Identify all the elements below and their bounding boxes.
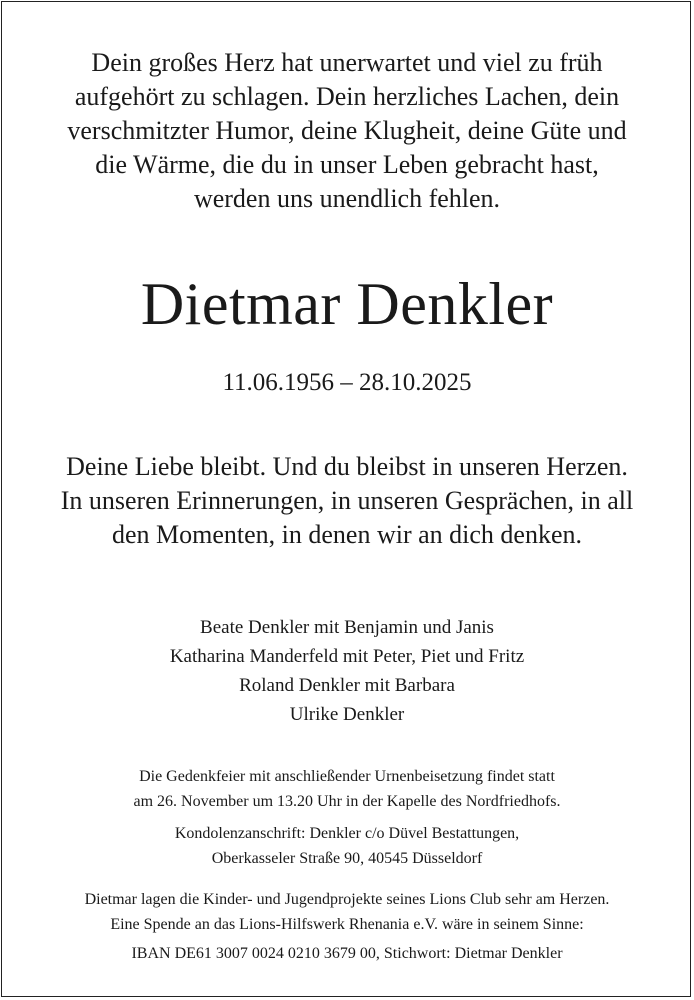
family-member: Katharina Manderfeld mit Peter, Piet und Fritz bbox=[169, 646, 525, 667]
quote-line: In unseren Erinnerungen, in unseren Gesprächen, in all bbox=[60, 486, 634, 515]
ceremony-line: Die Gedenkfeier mit anschließender Urnenbeisetzung findet statt bbox=[139, 768, 555, 785]
family-member: Beate Denkler mit Benjamin und Janis bbox=[200, 617, 494, 638]
condolence-line: Oberkasseler Straße 90, 40545 Düsseldorf bbox=[211, 850, 483, 867]
family-member: Ulrike Denkler bbox=[289, 704, 405, 725]
intro-line: verschmitzter Humor, deine Klugheit, deine Güte und bbox=[67, 116, 627, 145]
intro-line: werden uns unendlich fehlen. bbox=[193, 184, 501, 213]
donation-info bbox=[0, 887, 694, 937]
deceased-name: Dietmar Denkler bbox=[140, 271, 554, 337]
intro-line: Dein großes Herz hat unerwartet und viel zu früh bbox=[91, 48, 603, 77]
condolence-address bbox=[0, 821, 694, 871]
quote-line: den Momenten, in denen wir an dich denken. bbox=[111, 520, 583, 549]
donation-iban: IBAN DE61 3007 0024 0210 3679 00, Stichwort: Dietmar Denkler bbox=[131, 945, 563, 962]
intro-line: die Wärme, die du in unser Leben gebracht hast, bbox=[95, 150, 599, 179]
intro-text bbox=[0, 46, 694, 216]
intro-line: aufgehört zu schlagen. Dein herzliches Lachen, dein bbox=[74, 82, 620, 111]
family-member: Roland Denkler mit Barbara bbox=[239, 675, 455, 696]
family-list bbox=[0, 613, 694, 729]
condolence-line: Kondolenzanschrift: Denkler c/o Düvel Bestattungen, bbox=[174, 825, 520, 842]
donation-line: Dietmar lagen die Kinder- und Jugendprojekte seines Lions Club sehr am Herzen. bbox=[84, 891, 610, 908]
quote-text bbox=[0, 450, 694, 552]
quote-line: Deine Liebe bleibt. Und du bleibst in unseren Herzen. bbox=[66, 452, 628, 481]
ceremony-line: am 26. November um 13.20 Uhr in der Kapelle des Nordfriedhofs. bbox=[133, 793, 561, 810]
life-dates: 11.06.1956 – 28.10.2025 bbox=[222, 369, 472, 396]
ceremony-info bbox=[0, 764, 694, 814]
donation-line: Eine Spende an das Lions-Hilfswerk Rhenania e.V. wäre in seinem Sinne: bbox=[110, 916, 584, 933]
